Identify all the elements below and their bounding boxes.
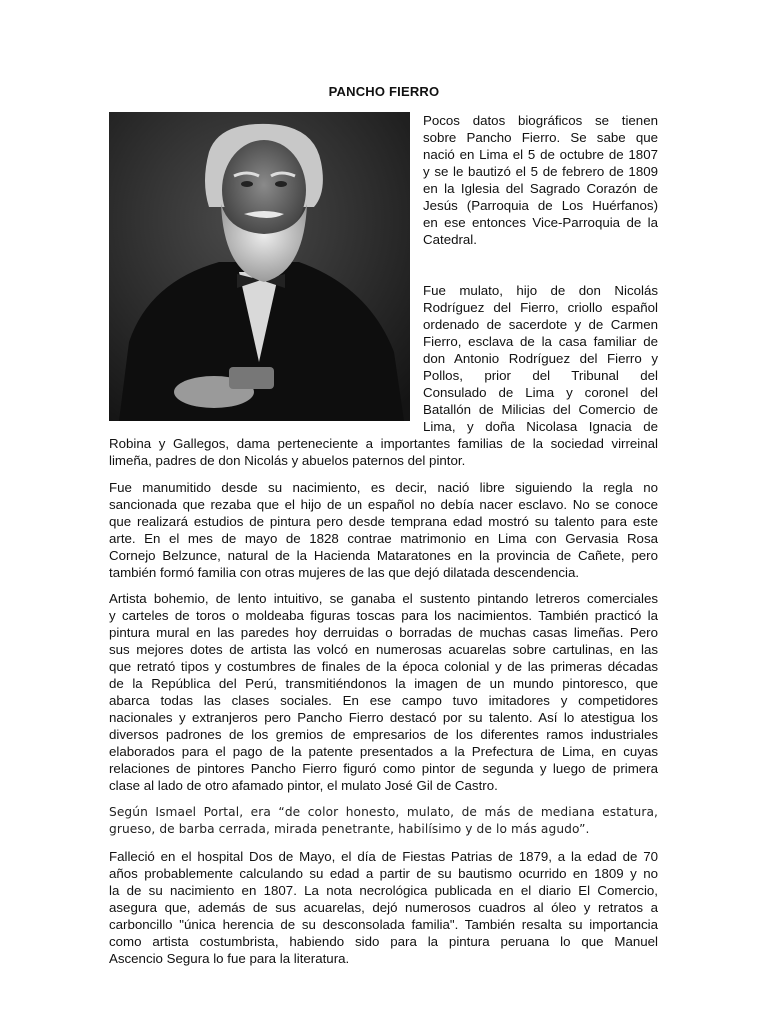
page-title: PANCHO FIERRO [328,84,440,99]
paragraph-line: la de su nacimiento en 1807. La nota necrológica publicada en el diario El Comercio, [109,883,658,898]
paragraph-line: como artista costumbrista, habiendo sido para la pintura peruana lo que Manuel [109,934,658,949]
paragraph-line: en ese entonces Vice-Parroquia de la [423,215,658,230]
paragraph-line: Artista bohemio, de lento intuitivo, se ganaba el sustento pintando letreros comerciales [109,591,658,606]
paragraph-line: Según Ismael Portal, era “de color honesto, mulato, de más de mediana estatura, [109,805,658,819]
paragraph-line: sus mejores dotes de artista las volcó en numerosas acuarelas sobre cartulinas, en las [109,642,658,657]
paragraph-line: Robina y Gallegos, dama perteneciente a importantes familias de la sociedad virreinal [109,436,658,451]
paragraph-line: Lima, y doña Nicolasa Ignacia de [423,419,658,434]
paragraph-line: que retrató tipos y costumbres de finales de la época colonial y de las primeras décadas [109,659,658,674]
paragraph-line: nació en Lima el 5 de octubre de 1807 [423,147,658,162]
paragraph-line: abarca todas las clases sociales. En ese campo tuvo imitadores y competidores [109,693,658,708]
paragraph-line: y carteles de toros o moldeaba figuras toscas para los nacimientos. También practicó la [109,608,658,623]
paragraph-line: ordenado de sacerdote y de Carmen [423,317,658,332]
paragraph-line: arte. En el mes de mayo de 1828 contrae matrimonio en Lima con Gervasia Rosa [109,531,658,546]
paragraph-line: Jesús (Parroquia de Los Huérfanos) [423,198,658,213]
paragraph-line: años probablemente calculando su edad a partir de su bautismo ocurrido en 1809 y no [109,866,658,881]
paragraph-line: relaciones de pintores Pancho Fierro figuró como pintor de segunda y luego de primera [109,761,658,776]
paragraph-line: Ascencio Segura lo fue para la literatura. [109,951,350,966]
paragraph-line: pintura mural en las paredes hoy derruidas o borradas de muchas casas limeñas. Pero [109,625,658,640]
paragraph-line: Rodríguez del Fierro, criollo español [423,300,658,315]
paragraph-line: asegura que, además de sus acuarelas, dejó numerosos cuadros al óleo y retratos a [109,900,658,915]
paragraph-line: Fue mulato, hijo de don Nicolás [423,283,658,298]
paragraph-line: Falleció en el hospital Dos de Mayo, el día de Fiestas Patrias de 1879, a la edad de 70 [109,849,658,864]
paragraph-line: Consulado de Lima y coronel del [423,385,658,400]
paragraph-line: de la República del Perú, transmitiéndonos la imagen de un mundo pintoresco, que [109,676,658,691]
paragraph-line: limeña, padres de don Nicolás y abuelos paternos del pintor. [109,453,466,468]
paragraph-line: Batallón de Milicias del Comercio de [423,402,658,417]
paragraph-line: Fierro, esclava de la casa familiar de [423,334,658,349]
paragraph-line: diversos padrones de los gremios de empresarios de los diferentes ramos industriales [109,727,658,742]
paragraph-line: Pocos datos biográficos se tienen [423,113,658,128]
paragraph-line: carboncillo "única herencia de su desconsolada familia". También resalta su importancia [109,917,658,932]
paragraph-line: sobre Pancho Fierro. Se sabe que [423,130,658,145]
paragraph-line: que realizará estudios de pintura pero desde temprana edad mostró su talento para este [109,514,658,529]
paragraph-line: nacionales y extranjeros pero Pancho Fierro destacó por su talento. Así lo atestigua los [109,710,658,725]
paragraph-line: sancionada que rezaba que el hijo de un español no debía nacer esclavo. No se conoce [109,497,658,512]
paragraph-line: Pollos, prior del Tribunal del [423,368,658,383]
paragraph-line: don Antonio Rodríguez del Fierro y [423,351,658,366]
paragraph-line: Catedral. [423,232,477,247]
paragraph-line: en la Iglesia del Sagrado Corazón de [423,181,658,196]
portrait-photo-drawing [109,112,410,421]
paragraph-line: grueso, de barba cerrada, mirada penetrante, habilísimo y de lo más agudo”. [109,822,590,836]
paragraph-line: clase al lado de otro afamado pintor, el mulato José Gil de Castro. [109,778,498,793]
paragraph-line: también formó familia con otras mujeres de las que dejó dilatada descendencia. [109,565,580,580]
paragraph-line: Fue manumitido desde su nacimiento, es decir, nació libre siguiendo la regla no [109,480,658,495]
paragraph-line: Cornejo Belzunce, natural de la Hacienda Mataratones en la provincia de Cañete, pero [109,548,658,563]
portrait-photo [109,112,410,421]
paragraph-line: elaborados para el pago de la patente presentados a la Prefectura de Lima, en cuyas [109,744,658,759]
paragraph-line: y se le bautizó el 5 de febrero de 1809 [423,164,658,179]
